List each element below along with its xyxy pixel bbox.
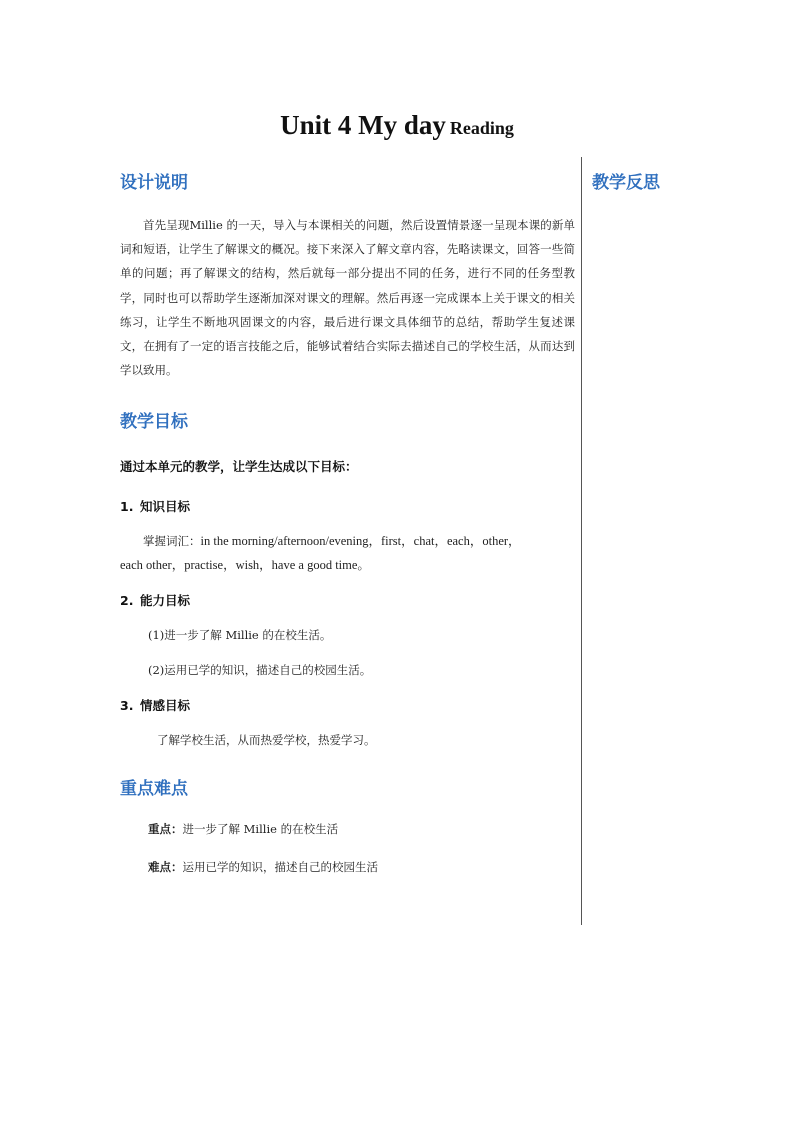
main-column (120, 168, 575, 879)
difficulty-label: 难点： (148, 860, 183, 875)
vocab-words-1: in the morning/afternoon/evening，first，chat，each，other， (200, 534, 521, 549)
focus-label: 重点： (148, 822, 183, 837)
difficulty-line (120, 855, 575, 879)
column-divider (581, 157, 582, 925)
knowledge-heading (120, 497, 575, 515)
reflection-column (592, 168, 752, 193)
ability-title: 能力目标 (140, 593, 191, 609)
title-main: Unit 4 My day (280, 110, 446, 140)
vocab-line-1 (120, 529, 575, 553)
key-points-heading: 重点难点 (120, 779, 188, 800)
document-title (0, 110, 794, 141)
ability-item-1: (1)进一步了解 Millie 的在校生活。 (148, 628, 332, 643)
ability-heading (120, 591, 575, 609)
ability-item-2: (2)运用已学的知识，描述自己的校园生活。 (148, 663, 372, 678)
focus-line (120, 817, 575, 841)
focus-text: 进一步了解 Millie 的在校生活 (182, 822, 339, 837)
knowledge-title: 知识目标 (140, 499, 191, 515)
objectives-heading: 教学目标 (120, 412, 188, 433)
design-paragraph: 首先呈现Millie 的一天，导入与本课相关的问题，然后设置情景逐一呈现本课的新单词和短语，让学生了解课文的概况。接下来深入了解文章内容，先略读课文，回答一些简单的问题；再了解课文的结构，然后就每一部分提出不同的任务，进行不同的任务型教学，同时也可以帮助学生逐渐加深对课文的理解。然后再逐一完成课本上关于课文的相关练习，让学生不断地巩固课文的内容，最后进行课文具体细节的总结，帮助学生复述课文，在拥有了一定的语言技能之后，能够试着结合实际去描述自己的学校生活，从而达到学以致用。 (120, 218, 575, 378)
title-sub: Reading (449, 118, 514, 138)
objectives-intro: 通过本单元的教学，让学生达成以下目标： (120, 459, 358, 475)
vocab-line-2: each other，practise，wish，have a good time。 (120, 558, 370, 573)
emotion-heading (120, 696, 575, 714)
knowledge-number: 1. (120, 499, 134, 515)
vocab-label: 掌握词汇： (143, 534, 201, 549)
reflection-heading: 教学反思 (592, 173, 660, 193)
emotion-text: 了解学校生活，从而热爱学校，热爱学习。 (157, 733, 376, 748)
ability-number: 2. (120, 593, 134, 609)
emotion-number: 3. (120, 698, 134, 714)
difficulty-text: 运用已学的知识，描述自己的校园生活 (182, 860, 378, 875)
design-heading: 设计说明 (120, 173, 188, 193)
emotion-title: 情感目标 (140, 698, 191, 714)
